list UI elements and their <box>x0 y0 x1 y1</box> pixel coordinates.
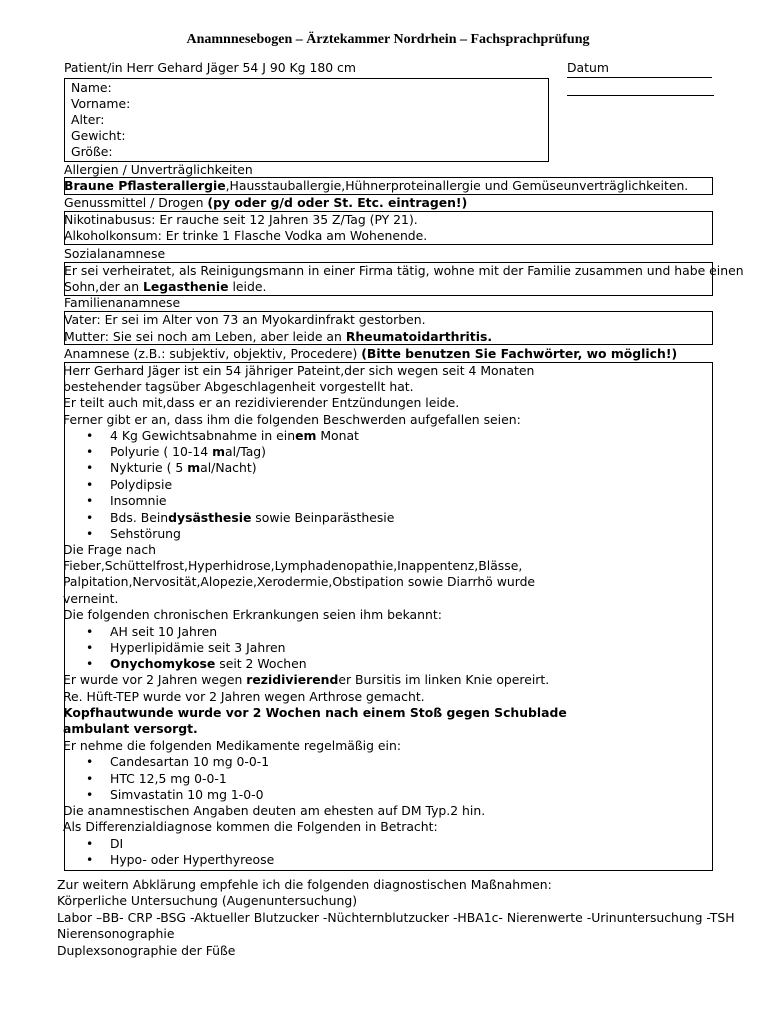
anamnese-line: Er nehme die folgenden Medikamente regelmäßig ein: <box>63 738 402 753</box>
anamnese-line: Die anamnestischen Angaben deuten am ehesten auf DM Typ.2 hin. <box>63 803 486 818</box>
field-name: Name: <box>71 80 112 95</box>
diagnostik-line: Nierensonographie <box>57 926 175 941</box>
sozial-line-2: Sohn,der an Legasthenie leide. <box>64 279 267 294</box>
field-vorname: Vorname: <box>71 96 131 111</box>
anamnese-line: Re. Hüft-TEP wurde vor 2 Jahren wegen Arthrose gemacht. <box>63 689 425 704</box>
anamnese-line: Ferner gibt er an, dass ihm die folgenden Beschwerden aufgefallen seien: <box>63 412 521 427</box>
allergien-box <box>64 177 713 195</box>
alkohol-line: Alkoholkonsum: Er trinke 1 Flasche Vodka am Wohenende. <box>64 228 428 243</box>
nikotin-line: Nikotinabusus: Er rauche seit 12 Jahren 35 Z/Tag (PY 21). <box>64 212 418 227</box>
familie-box <box>64 311 713 345</box>
anamnese-line: ambulant versorgt. <box>63 721 198 736</box>
genuss-heading: Genussmittel / Drogen (py oder g/d oder St. Etc. eintragen!) <box>64 195 468 210</box>
allergien-text: Braune Pflasterallergie,Hausstauballergie,Hühnerproteinallergie und Gemüseunverträglichkeiten. <box>64 178 689 193</box>
familie-heading: Familienanamnese <box>64 295 181 310</box>
vater-line: Vater: Er sei im Alter von 73 an Myokardinfrakt gestorben. <box>64 312 426 327</box>
anamnese-line: Herr Gerhard Jäger ist ein 54 jähriger Pateint,der sich wegen seit 4 Monaten <box>63 363 535 378</box>
field-alter: Alter: <box>71 112 105 127</box>
sozial-box <box>64 262 744 296</box>
sozial-heading: Sozialanamnese <box>64 246 166 261</box>
anamnese-line: Die Frage nach <box>63 542 156 557</box>
anamnese-line: bestehender tagsüber Abgeschlagenheit vorgestellt hat. <box>63 379 414 394</box>
diagnostik-line: Labor –BB- CRP -BSG -Aktueller Blutzucker -Nüchternblutzucker -HBA1c- Nierenwerte -Urinuntersuchung -TSH <box>57 910 735 925</box>
anamnese-line: Er wurde vor 2 Jahren wegen rezidivierender Bursitis im linken Knie opereirt. <box>63 672 550 687</box>
field-gewicht: Gewicht: <box>71 128 126 143</box>
mutter-line: Mutter: Sie sei noch am Leben, aber leide an Rheumatoidarthritis. <box>64 329 493 344</box>
field-groesse: Größe: <box>71 144 113 159</box>
anamnese-line: Fieber,Schüttelfrost,Hyperhidrose,Lymphadenopathie,Inappentenz,Blässe, <box>63 558 523 573</box>
anamnese-heading: Anamnese (z.B.: subjektiv, objektiv, Procedere) (Bitte benutzen Sie Fachwörter, wo möglich!) <box>64 346 678 361</box>
anamnese-line: Palpitation,Nervosität,Alopezie,Xerodermie,Obstipation sowie Diarrhö wurde <box>63 574 536 589</box>
patient-fields-box <box>64 78 549 162</box>
datum-line-1 <box>567 77 712 78</box>
datum-line-2 <box>567 95 714 96</box>
anamnese-line: verneint. <box>63 591 119 606</box>
anamnese-line: Die folgenden chronischen Erkrankungen seien ihm bekannt: <box>63 607 442 622</box>
diagnostik-line: Duplexsonographie der Füße <box>57 943 236 958</box>
allergien-heading: Allergien / Unverträglichkeiten <box>64 162 253 177</box>
diagnostik-line: Körperliche Untersuchung (Augenuntersuchung) <box>57 893 358 908</box>
anamnese-line: Als Differenzialdiagnose kommen die Folgenden in Betracht: <box>63 819 438 834</box>
anamnese-line: Kopfhautwunde wurde vor 2 Wochen nach einem Stoß gegen Schublade <box>63 705 567 720</box>
patient-line: Patient/in Herr Gehard Jäger 54 J 90 Kg 180 cm <box>64 60 356 75</box>
sozial-line-1: Er sei verheiratet, als Reinigungsmann in einer Firma tätig, wohne mit der Familie zusammen und habe einen <box>64 263 744 278</box>
page-title: Anamnnesebogen – Ärztekammer Nordrhein – Fachsprachprüfung <box>186 32 590 47</box>
datum-label: Datum <box>567 60 609 75</box>
diagnostik-line: Zur weitern Abklärung empfehle ich die folgenden diagnostischen Maßnahmen: <box>57 877 552 892</box>
genuss-box <box>64 211 713 245</box>
anamnese-line: Er teilt auch mit,dass er an rezidivierender Entzündungen leide. <box>63 395 460 410</box>
